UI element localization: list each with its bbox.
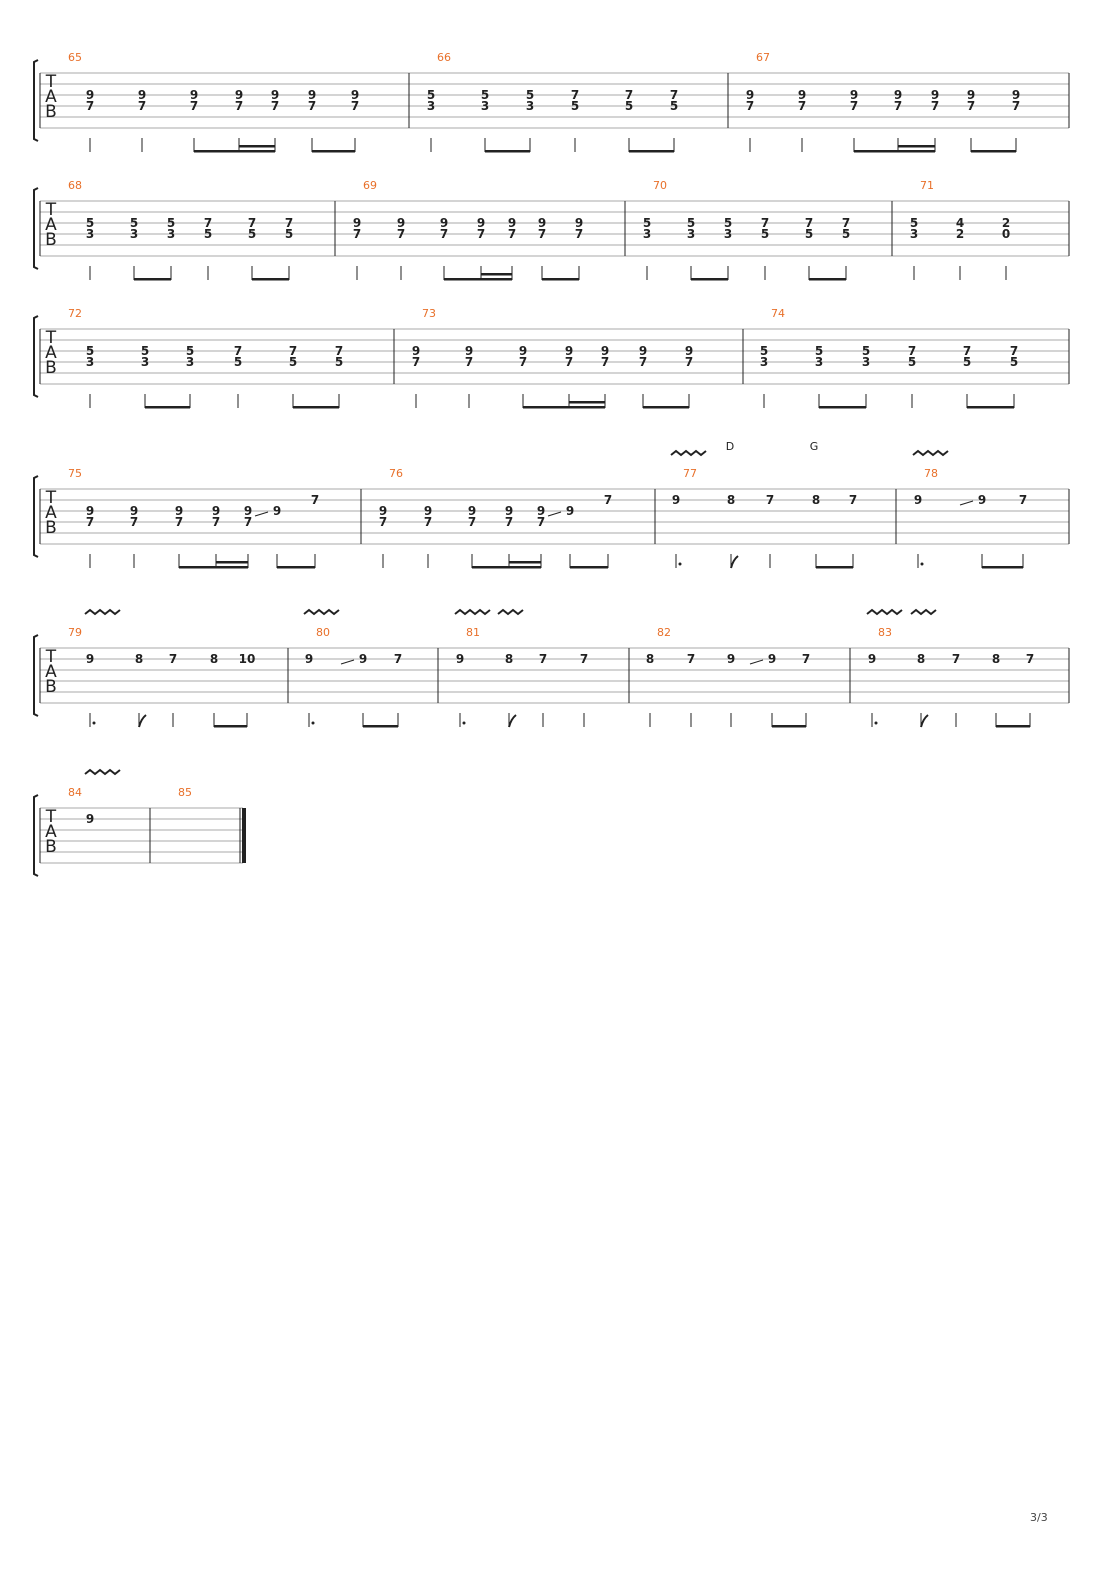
fret-number: 5: [233, 355, 243, 369]
fret-number: 7: [439, 227, 449, 241]
fret-number: 7: [467, 515, 477, 529]
note-beam: [643, 406, 689, 409]
fret-number: 7: [310, 493, 320, 507]
fret-number: 9: [307, 88, 317, 102]
fret-number: 9: [536, 504, 546, 518]
fret-number: 7: [85, 515, 95, 529]
measure-number: 73: [422, 307, 436, 320]
fret-number: 3: [129, 227, 139, 241]
fret-number: 7: [129, 515, 139, 529]
tab-clef-letter: B: [45, 358, 57, 378]
fret-number: 9: [352, 216, 362, 230]
tab-clef-letter: T: [45, 488, 57, 508]
vibrato-mark: [304, 610, 339, 614]
note-beam-secondary: [216, 561, 248, 564]
vibrato-mark: [867, 610, 902, 614]
fret-number: 5: [85, 216, 95, 230]
fret-number: 7: [907, 344, 917, 358]
fret-number: 9: [85, 812, 95, 826]
page-number: 3/3: [1030, 1511, 1048, 1524]
fret-number: 7: [174, 515, 184, 529]
fret-number: 7: [1018, 493, 1028, 507]
tab-clef-letter: T: [45, 328, 57, 348]
fret-number: 9: [564, 344, 574, 358]
fret-number: 9: [464, 344, 474, 358]
fret-number: 3: [185, 355, 195, 369]
fret-number: 3: [759, 355, 769, 369]
fret-number: 7: [848, 493, 858, 507]
fret-number: 3: [166, 227, 176, 241]
fret-number: 8: [811, 493, 821, 507]
fret-number: 9: [85, 88, 95, 102]
note-beam: [996, 725, 1030, 728]
fret-number: 9: [797, 88, 807, 102]
fret-number: 5: [669, 99, 679, 113]
fret-number: 5: [909, 216, 919, 230]
tab-clef-letter: A: [45, 662, 57, 682]
dot: [93, 722, 96, 725]
fret-number: 7: [686, 652, 696, 666]
fret-number: 7: [518, 355, 528, 369]
fret-number: 3: [85, 227, 95, 241]
measure-number: 71: [920, 179, 934, 192]
fret-number: 9: [234, 88, 244, 102]
fret-number: 3: [814, 355, 824, 369]
fret-number: 7: [669, 88, 679, 102]
note-beam: [816, 566, 853, 569]
slide-mark: [750, 660, 763, 664]
fret-number: 4: [955, 216, 965, 230]
fret-number: 8: [726, 493, 736, 507]
fret-number: 9: [272, 504, 282, 518]
vibrato-mark: [85, 610, 120, 614]
fret-number: 7: [350, 99, 360, 113]
note-flag: [921, 715, 928, 727]
fret-number: 7: [962, 344, 972, 358]
note-beam: [523, 406, 605, 409]
fret-number: 7: [765, 493, 775, 507]
fret-number: 9: [638, 344, 648, 358]
measure-number: 67: [756, 51, 770, 64]
fret-number: 9: [726, 652, 736, 666]
note-beam: [967, 406, 1014, 409]
note-beam: [277, 566, 315, 569]
measure-number: 70: [653, 179, 667, 192]
fret-number: 7: [203, 216, 213, 230]
fret-number: 9: [467, 504, 477, 518]
vibrato-mark: [498, 610, 523, 614]
fret-number: 9: [378, 504, 388, 518]
fret-number: 9: [358, 652, 368, 666]
fret-number: 8: [504, 652, 514, 666]
fret-number: 3: [480, 99, 490, 113]
tab-clef-letter: A: [45, 822, 57, 842]
fret-number: 9: [671, 493, 681, 507]
vibrato-mark: [85, 770, 120, 774]
tab-clef-letter: B: [45, 230, 57, 250]
note-beam: [179, 566, 248, 569]
tab-clef-letter: B: [45, 677, 57, 697]
fret-number: 9: [507, 216, 517, 230]
system-bracket: [34, 316, 38, 397]
fret-number: 7: [801, 652, 811, 666]
fret-number: 7: [603, 493, 613, 507]
fret-number: 9: [684, 344, 694, 358]
fret-number: 5: [480, 88, 490, 102]
tab-clef-letter: A: [45, 215, 57, 235]
fret-number: 5: [841, 227, 851, 241]
note-flag: [731, 556, 738, 568]
fret-number: 7: [638, 355, 648, 369]
fret-number: 3: [723, 227, 733, 241]
fret-number: 2: [1001, 216, 1011, 230]
fret-number: 7: [564, 355, 574, 369]
tab-clef-letter: T: [45, 200, 57, 220]
fret-number: 7: [307, 99, 317, 113]
fret-number: 5: [760, 227, 770, 241]
note-beam: [293, 406, 339, 409]
fret-number: 9: [137, 88, 147, 102]
fret-number: 5: [570, 99, 580, 113]
tab-clef-letter: T: [45, 807, 57, 827]
tab-system: [34, 610, 1069, 728]
note-beam: [772, 725, 806, 728]
fret-number: 7: [247, 216, 257, 230]
fret-number: 9: [243, 504, 253, 518]
vibrato-mark: [455, 610, 490, 614]
fret-number: 7: [234, 99, 244, 113]
note-beam: [485, 150, 530, 153]
fret-number: 7: [1025, 652, 1035, 666]
fret-number: 7: [797, 99, 807, 113]
system-bracket: [34, 60, 38, 141]
chord-name: D: [725, 440, 735, 453]
fret-number: 9: [518, 344, 528, 358]
system-bracket: [34, 635, 38, 716]
fret-number: 7: [930, 99, 940, 113]
note-beam-secondary: [239, 145, 275, 148]
fret-number: 7: [966, 99, 976, 113]
fret-number: 5: [284, 227, 294, 241]
note-beam: [629, 150, 674, 153]
fret-number: 7: [352, 227, 362, 241]
measure-number: 68: [68, 179, 82, 192]
fret-number: 9: [767, 652, 777, 666]
note-beam: [819, 406, 866, 409]
fret-number: 3: [686, 227, 696, 241]
measure-number: 75: [68, 467, 82, 480]
fret-number: 7: [507, 227, 517, 241]
fret-number: 9: [537, 216, 547, 230]
slide-mark: [341, 660, 354, 664]
fret-number: 9: [439, 216, 449, 230]
fret-number: 9: [476, 216, 486, 230]
fret-number: 5: [247, 227, 257, 241]
system-bracket: [34, 795, 38, 876]
fret-number: 5: [426, 88, 436, 102]
fret-number: 9: [189, 88, 199, 102]
measure-number: 66: [437, 51, 451, 64]
fret-number: 5: [185, 344, 195, 358]
fret-number: 9: [270, 88, 280, 102]
fret-number: 9: [411, 344, 421, 358]
note-beam: [312, 150, 355, 153]
fret-number: 7: [538, 652, 548, 666]
measure-number: 80: [316, 626, 330, 639]
fret-number: 5: [723, 216, 733, 230]
fret-number: 7: [504, 515, 514, 529]
note-beam: [444, 278, 512, 281]
fret-number: 5: [907, 355, 917, 369]
fret-number: 7: [85, 99, 95, 113]
dot: [875, 722, 878, 725]
fret-number: 9: [129, 504, 139, 518]
final-barline: [242, 808, 246, 863]
fret-number: 9: [930, 88, 940, 102]
note-beam: [854, 150, 935, 153]
measure-number: 65: [68, 51, 82, 64]
fret-number: 9: [396, 216, 406, 230]
fret-number: 9: [1011, 88, 1021, 102]
fret-number: 5: [85, 344, 95, 358]
fret-number: 9: [350, 88, 360, 102]
fret-number: 7: [464, 355, 474, 369]
fret-number: 3: [140, 355, 150, 369]
fret-number: 9: [745, 88, 755, 102]
chord-name: G: [809, 440, 819, 453]
measure-number: 72: [68, 307, 82, 320]
measure-number: 83: [878, 626, 892, 639]
fret-number: 5: [288, 355, 298, 369]
fret-number: 5: [861, 344, 871, 358]
note-beam: [542, 278, 579, 281]
measure-number: 79: [68, 626, 82, 639]
fret-number: 5: [624, 99, 634, 113]
fret-number: 5: [814, 344, 824, 358]
fret-number: 7: [393, 652, 403, 666]
fret-number: 7: [137, 99, 147, 113]
fret-number: 3: [909, 227, 919, 241]
note-beam: [809, 278, 846, 281]
fret-number: 7: [476, 227, 486, 241]
fret-number: 9: [304, 652, 314, 666]
fret-number: 7: [537, 227, 547, 241]
slide-mark: [960, 501, 973, 505]
note-beam: [971, 150, 1016, 153]
fret-number: 5: [804, 227, 814, 241]
fret-number: 9: [574, 216, 584, 230]
tab-clef-letter: A: [45, 503, 57, 523]
measure-number: 78: [924, 467, 938, 480]
fret-number: 5: [334, 355, 344, 369]
note-beam-secondary: [509, 561, 541, 564]
fret-number: 9: [174, 504, 184, 518]
fret-number: 7: [233, 344, 243, 358]
fret-number: 7: [189, 99, 199, 113]
fret-number: 7: [574, 227, 584, 241]
note-beam: [252, 278, 289, 281]
tab-clef-letter: B: [45, 102, 57, 122]
measure-number: 81: [466, 626, 480, 639]
fret-number: 8: [916, 652, 926, 666]
note-beam: [145, 406, 190, 409]
tab-clef-letter: A: [45, 343, 57, 363]
fret-number: 9: [600, 344, 610, 358]
measure-number: 77: [683, 467, 697, 480]
fret-number: 7: [396, 227, 406, 241]
fret-number: 9: [85, 652, 95, 666]
fret-number: 7: [804, 216, 814, 230]
measure-number: 85: [178, 786, 192, 799]
tab-system: [34, 770, 246, 876]
fret-number: 9: [966, 88, 976, 102]
measure-number: 84: [68, 786, 82, 799]
fret-number: 7: [951, 652, 961, 666]
fret-number: 9: [455, 652, 465, 666]
note-beam-secondary: [898, 145, 935, 148]
fret-number: 5: [642, 216, 652, 230]
vibrato-mark: [911, 610, 936, 614]
fret-number: 7: [684, 355, 694, 369]
vibrato-mark: [913, 451, 948, 455]
fret-number: 7: [570, 88, 580, 102]
measure-number: 69: [363, 179, 377, 192]
fret-number: 5: [203, 227, 213, 241]
fret-number: 3: [642, 227, 652, 241]
fret-number: 7: [284, 216, 294, 230]
fret-number: 7: [893, 99, 903, 113]
fret-number: 7: [624, 88, 634, 102]
fret-number: 7: [849, 99, 859, 113]
fret-number: 7: [536, 515, 546, 529]
fret-number: 9: [211, 504, 221, 518]
dot: [679, 563, 682, 566]
fret-number: 3: [525, 99, 535, 113]
fret-number: 8: [209, 652, 219, 666]
fret-number: 9: [977, 493, 987, 507]
fret-number: 7: [1009, 344, 1019, 358]
slide-mark: [548, 512, 561, 516]
fret-number: 3: [861, 355, 871, 369]
fret-number: 5: [525, 88, 535, 102]
dot: [921, 563, 924, 566]
fret-number: 7: [243, 515, 253, 529]
measure-number: 74: [771, 307, 785, 320]
tab-clef-letter: B: [45, 837, 57, 857]
note-beam: [691, 278, 728, 281]
system-bracket: [34, 476, 38, 557]
measure-number: 76: [389, 467, 403, 480]
fret-number: 0: [1001, 227, 1011, 241]
tab-clef-letter: B: [45, 518, 57, 538]
fret-number: 7: [423, 515, 433, 529]
note-flag: [139, 715, 146, 727]
fret-number: 3: [426, 99, 436, 113]
fret-number: 7: [760, 216, 770, 230]
note-beam: [134, 278, 171, 281]
fret-number: 7: [1011, 99, 1021, 113]
fret-number: 8: [991, 652, 1001, 666]
fret-number: 9: [423, 504, 433, 518]
fret-number: 5: [166, 216, 176, 230]
note-beam: [194, 150, 275, 153]
fret-number: 7: [600, 355, 610, 369]
fret-number: 5: [686, 216, 696, 230]
fret-number: 5: [140, 344, 150, 358]
fret-number: 9: [913, 493, 923, 507]
fret-number: 9: [565, 504, 575, 518]
fret-number: 9: [849, 88, 859, 102]
note-beam: [570, 566, 608, 569]
fret-number: 7: [334, 344, 344, 358]
fret-number: 7: [168, 652, 178, 666]
fret-number: 5: [129, 216, 139, 230]
note-beam: [982, 566, 1023, 569]
fret-number: 7: [841, 216, 851, 230]
note-beam: [214, 725, 247, 728]
fret-number: 7: [270, 99, 280, 113]
slide-mark: [255, 512, 268, 516]
measure-number: 82: [657, 626, 671, 639]
fret-number: 5: [759, 344, 769, 358]
fret-number: 7: [745, 99, 755, 113]
tab-clef-letter: T: [45, 647, 57, 667]
vibrato-mark: [671, 451, 706, 455]
fret-number: 8: [134, 652, 144, 666]
note-beam-secondary: [569, 401, 605, 404]
tab-clef-letter: T: [45, 72, 57, 92]
note-beam: [472, 566, 541, 569]
system-bracket: [34, 188, 38, 269]
fret-number: 9: [85, 504, 95, 518]
note-beam-secondary: [481, 273, 512, 276]
fret-number: 5: [1009, 355, 1019, 369]
fret-number: 7: [288, 344, 298, 358]
fret-number: 9: [504, 504, 514, 518]
fret-number: 2: [955, 227, 965, 241]
dot: [463, 722, 466, 725]
fret-number: 9: [893, 88, 903, 102]
fret-number: 9: [867, 652, 877, 666]
fret-number: 3: [85, 355, 95, 369]
fret-number: 5: [962, 355, 972, 369]
note-beam: [363, 725, 398, 728]
fret-number: 8: [645, 652, 655, 666]
fret-number: 7: [211, 515, 221, 529]
dot: [312, 722, 315, 725]
tab-clef-letter: A: [45, 87, 57, 107]
fret-number: 10: [238, 652, 256, 666]
fret-number: 7: [411, 355, 421, 369]
note-flag: [509, 715, 516, 727]
fret-number: 7: [378, 515, 388, 529]
fret-number: 7: [579, 652, 589, 666]
tab-system: [34, 451, 1069, 569]
